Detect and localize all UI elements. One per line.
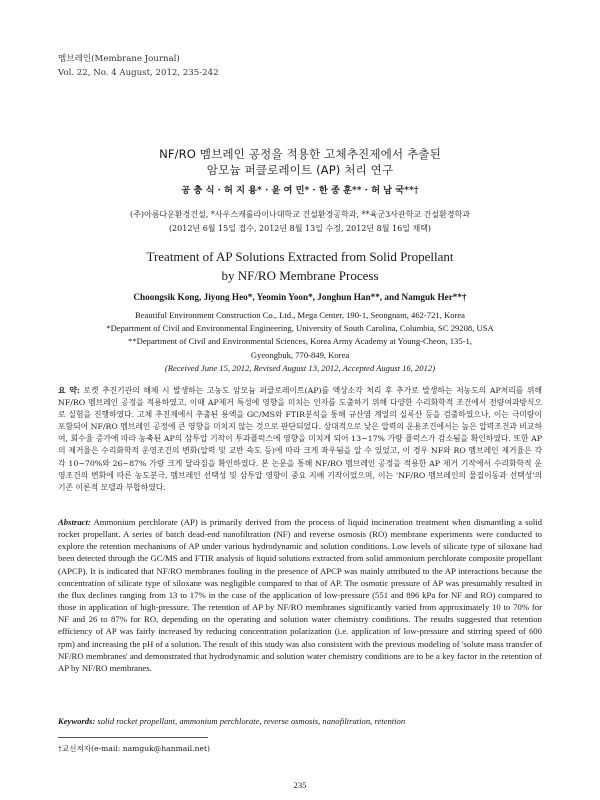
english-affiliation-4: Gyeongbuk, 770-849, Korea — [250, 349, 350, 360]
english-abstract — [58, 516, 542, 674]
korean-affiliation: (주)아름다운환경건설, *사우스캐롤라이나대학교 건설환경공학과, **육군3사관학교 건설환경학과 — [130, 210, 470, 219]
english-dates: (Received June 15, 2012, Revised August 13, 2012, Accepted August 16, 2012) — [164, 362, 436, 373]
journal-issue: Vol. 22, No. 4 August, 2012, 235-242 — [58, 68, 219, 78]
korean-abstract — [58, 385, 542, 494]
english-title-line2: by NF/RO Membrane Process — [221, 268, 379, 283]
corresponding-author-footnote: †교신저자(e-mail: namguk@hanmail.net) — [58, 744, 210, 753]
korean-authors: 공 충 식 · 허 지 용* · 윤 여 민* · 한 종 훈** · 허 남 국**† — [181, 185, 419, 196]
keywords-label: Keywords: — [58, 716, 96, 726]
english-abstract-label: Abstract: — [58, 517, 91, 527]
english-affiliation-1: Beautiful Environment Construction Co., Ltd., Mega Center, 190-1, Seongnam, 462-721, Korea — [135, 310, 465, 320]
english-affiliation-block — [40, 309, 560, 375]
korean-title-line2: 암모늄 퍼클로레이트 (AP) 처리 연구 — [206, 163, 394, 177]
english-abstract-text: Ammonium perchlorate (AP) is primarily derived from the process of liquid incineration treatment when dismantling a solid rocket propellant. A series of batch dead-end nanofiltration (NF) and reverse osmosis (RO) membrane experiments were conducted to explore the retention mechanisms of AP under various hydrodynamic and solution conditions. Low levels of silicate type of siloxane had been detected through the GC/MS and FTIR analysis of liquid solutions extracted from solid ammonium perchlorate composite propellant (APCP). It is indicated that NF/RO membranes fouling in the presence of APCP was mainly attributed to the AP interactions because the concentration of silicate type of siloxane was negligible compared to that of AP. The osmotic pressure of AP was presumably resulted in the flux declines ranging from 13 to 17% in the case of the application of low-pressure (551 and 896 kPa for NF and RO) compared to those in application of high-pressure. The retention of AP by NF/RO membranes significantly varied from approximately 10 to 70% for NF and 26 to 87% for RO, depending on the operating and solution water chemistry conditions. The results suggested that retention efficiency of AP was fairly increased by reducing concentration polarization (i.e. application of low-pressure and stirring speed of 600 rpm) and increasing the pH of a solution. The result of this study was also consistent with the previous modeling of 'solute mass transfer of NF/RO membranes' and demonstrated that hydrodynamic and solution water chemistry conditions are to be a key factor in the retention of AP by NF/RO membranes. — [58, 517, 542, 673]
english-title-line1: Treatment of AP Solutions Extracted from Solid Propellant — [146, 249, 454, 264]
english-affiliation-3: **Department of Civil and Environmental Sciences, Korea Army Academy at Young-Cheon, 135-1, — [128, 336, 472, 347]
english-title — [30, 247, 570, 285]
korean-title-line1: NF/RO 멤브레인 공정을 적용한 고체추진제에서 추출된 — [159, 147, 441, 161]
journal-name: 멤브레인(Membrane Journal) — [58, 54, 180, 64]
korean-abstract-text: 로켓 추진기관의 해체 시 발생하는 고농도 암모늄 퍼클로레이트(AP)를 액상소각 처리 후 추가로 발생하는 저농도의 AP처리를 위해 NF/RO 멤브레인 공정을 적용하였고, 이때 AP제거 특성에 영향을 미치는 인자를 도출하기 위해 다양한 수리화학적 조건에서 전량여과방식으로 실험을 진행하였다. 고체 추진제에서 추출된 용액을 GC/MS와 FTIR분석을 통해 규산염 계열의 실록산 등을 검출하였으나, 이는 극미량이 포함되어 NF/RO 멤브레인 공정에 큰 영향을 미치지 않는 것으로 판단되었다. 상대적으로 낮은 압력의 운용조건에서는 높은 압력조건과 비교하여, 회수율 증가에 따라 농축된 AP의 삼투압 기작이 투과플럭스에 영향을 미치게 되어 13~17% 가량 플럭스가 감소됨을 확인하였다. 또한 AP의 제거율은 수리화학적 운영조건의 변화(압력 및 교반 속도 등)에 따라 크게 좌우됨을 알 수 있었고, 이 경우 NF와 RO 멤브레인 제거율은 각각 10~70%와 26~87% 가량 크게 달라짐을 확인하였다. 본 논문을 통해 NF/RO 멤브레인 공정을 적용한 AP 제거 기작에서 수리화학적 운영조건의 변화에 따른 농도분극, 멤브레인 선택성 및 삼투압 영향이 중요 지배 기작이었으며, 이는 'NF/RO 멤브레인의 물질이동과 선택성'의 기존 이론적 모델과 부합하였다. — [58, 386, 543, 492]
keywords — [58, 715, 542, 727]
korean-affiliation-block — [30, 208, 570, 236]
english-affiliation-2: *Department of Civil and Environmental Engineering, University of South Carolina, Columbia, SC 29208, USA — [106, 323, 494, 334]
korean-dates: (2012년 6월 15일 접수, 2012년 8월 13일 수정, 2012년 8월 16일 채택) — [168, 224, 432, 233]
keywords-text: solid rocket propellant, ammonium perchlorate, reverse osmosis, nanofiltration, retention — [97, 716, 406, 726]
korean-title — [30, 146, 570, 178]
korean-abstract-label: 요 약: — [58, 386, 80, 395]
page-number: 235 — [293, 780, 307, 790]
english-authors: Choongsik Kong, Jiyong Heo*, Yeomin Yoon*, Jonghun Han**, and Namguk Her**† — [133, 292, 467, 302]
journal-header — [58, 52, 219, 80]
footnote-divider — [58, 737, 208, 738]
